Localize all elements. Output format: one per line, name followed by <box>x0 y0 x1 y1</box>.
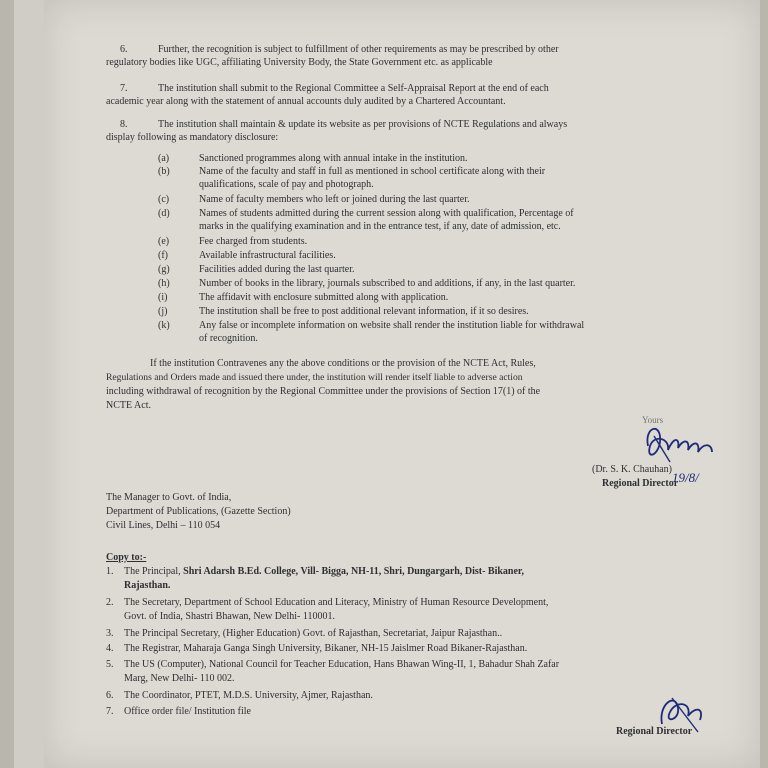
disclosure-text: Names of students admitted during the current session along with qualification, Percentage of <box>199 208 574 219</box>
copy-item-bold: Shri Adarsh B.Ed. College, Vill- Bigga, NH-11, Shri, Dungargarh, Dist- Bikaner, <box>183 566 524 577</box>
copy-item-line: The Registrar, Maharaja Ganga Singh University, Bikaner, NH-15 Jaislmer Road Bikaner-Rajasthan. <box>124 643 528 654</box>
disclosure-label: (a) <box>158 153 170 164</box>
copy-item-prefix: The Principal, <box>124 566 184 577</box>
copy-item-line: The Principal Secretary, (Higher Education) Govt. of Rajasthan, Secretariat, Jaipur Rajasthan.. <box>124 628 503 639</box>
signature-closing: Yours <box>642 415 664 425</box>
disclosure-text-cont: of recognition. <box>199 333 258 344</box>
copy-item-line: The Coordinator, PTET, M.D.S. University, Ajmer, Rajasthan. <box>124 690 373 701</box>
copy-item-line: The Secretary, Department of School Education and Literacy, Ministry of Human Resource Development, <box>124 597 549 608</box>
para-7-line-2: academic year along with the statement of annual accounts duly audited by a Chartered Accountant. <box>106 96 506 107</box>
para-8-number: 8. <box>120 119 128 130</box>
disclosure-label: (h) <box>158 278 170 289</box>
disclosure-text: Name of faculty members who left or joined during the last quarter. <box>199 194 470 205</box>
copy-to-heading: Copy to:- <box>106 552 147 563</box>
disclosure-text: Number of books in the library, journals subscribed to and additions, if any, in the last quarter. <box>199 278 576 289</box>
disclosure-label: (g) <box>158 264 170 275</box>
addressee-line-2: Department of Publications, (Gazette Section) <box>106 506 291 517</box>
signatory-designation: Regional Director <box>602 478 679 489</box>
para-7-number: 7. <box>120 83 128 94</box>
addressee-line-3: Civil Lines, Delhi – 110 054 <box>106 520 221 531</box>
copy-item-line-cont: Govt. of India, Shastri Bhawan, New Delhi- 110001. <box>124 611 335 622</box>
disclosure-label: (f) <box>158 250 168 261</box>
disclosure-text: Facilities added during the last quarter. <box>199 264 355 275</box>
para-6-line-1: Further, the recognition is subject to fulfillment of other requirements as may be prescribed by other <box>158 44 559 55</box>
document-page <box>44 0 760 768</box>
disclosure-label: (k) <box>158 320 170 331</box>
stamp-date: 19/8/ <box>672 470 699 485</box>
disclosure-text: Available infrastructural facilities. <box>199 250 336 261</box>
disclosure-text: The affidavit with enclosure submitted along with application. <box>199 292 449 303</box>
copy-item-line: The US (Computer), National Council for Teacher Education, Hans Bhawan Wing-II, 1, Bahadur Shah Zafar <box>124 659 560 670</box>
para-8-line-1: The institution shall maintain & update its website as per provisions of NCTE Regulations and always <box>158 119 568 130</box>
disclosure-label: (b) <box>158 166 170 177</box>
disclosure-label: (e) <box>158 236 170 247</box>
copy-item-number: 1. <box>106 566 114 577</box>
copy-item-number: 3. <box>106 628 114 639</box>
copy-item-number: 5. <box>106 659 114 670</box>
copy-item-number: 7. <box>106 706 114 717</box>
copy-item-number: 2. <box>106 597 114 608</box>
para-7-line-1: The institution shall submit to the Regional Committee a Self-Appraisal Report at the end of each <box>158 83 549 94</box>
para-6-number: 6. <box>120 44 128 55</box>
disclosure-text-cont: qualifications, scale of pay and photograph. <box>199 179 374 190</box>
copy-item-number: 4. <box>106 643 114 654</box>
disclosure-label: (d) <box>158 208 170 219</box>
addressee-line-1: The Manager to Govt. of India, <box>106 492 232 503</box>
contravene-line-1: If the institution Contravenes any the above conditions or the provision of the NCTE Act, Rules, <box>150 358 536 369</box>
para-8-line-2: display following as mandatory disclosure: <box>106 132 279 143</box>
disclosure-text: Name of the faculty and staff in full as mentioned in school certificate along with their <box>199 166 546 177</box>
copy-item-line-cont: Rajasthan. <box>124 580 171 591</box>
copy-item-number: 6. <box>106 690 114 701</box>
para-6-line-2: regulatory bodies like UGC, affiliating University Body, the State Government etc. as applicable <box>106 57 493 68</box>
footer-designation: Regional Director <box>616 726 693 737</box>
copy-item-line: Office order file/ Institution file <box>124 706 251 717</box>
disclosure-text: The institution shall be free to post additional relevant information, if it so desires. <box>199 306 529 317</box>
disclosure-text: Sanctioned programmes along with annual intake in the institution. <box>199 153 468 164</box>
disclosure-text-cont: marks in the qualifying examination and in the entrance test, if any, date of admission, etc. <box>199 221 561 232</box>
contravene-line-4: NCTE Act. <box>106 400 151 411</box>
document-content <box>44 0 760 768</box>
copy-item-line-cont: Marg, New Delhi- 110 002. <box>124 673 235 684</box>
contravene-line-2: Regulations and Orders made and issued there under, the institution will render itself liable to adverse action <box>106 372 523 383</box>
signatory-name: (Dr. S. K. Chauhan) <box>592 464 672 475</box>
disclosure-text: Fee charged from students. <box>199 236 308 247</box>
disclosure-text: Any false or incomplete information on website shall render the institution liable for withdrawal <box>199 320 585 331</box>
disclosure-label: (i) <box>158 292 168 303</box>
copy-item-line <box>124 566 524 578</box>
contravene-line-3: including withdrawal of recognition by the Regional Committee under the provisions of Section 17(1) of the <box>106 386 541 397</box>
disclosure-label: (j) <box>158 306 168 317</box>
disclosure-label: (c) <box>158 194 170 205</box>
page-shadow-edge <box>14 0 44 768</box>
